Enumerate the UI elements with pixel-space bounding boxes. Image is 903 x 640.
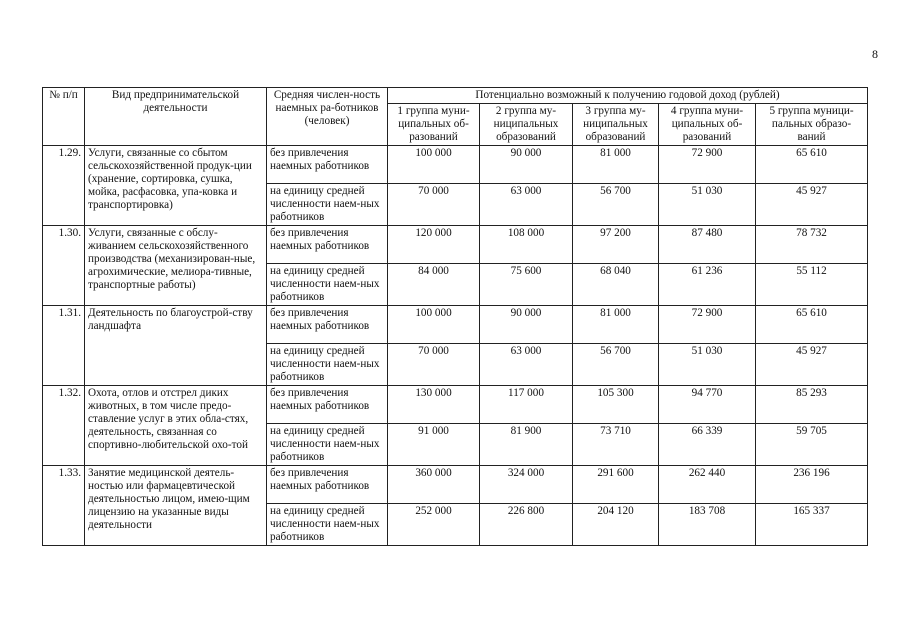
value-cell: 252 000 [388,504,480,546]
value-cell: 97 200 [573,226,659,264]
value-cell: 130 000 [388,386,480,424]
value-cell: 204 120 [573,504,659,546]
value-cell: 56 700 [573,184,659,226]
value-cell: 51 030 [659,344,756,386]
value-cell: 73 710 [573,424,659,466]
value-cell: 59 705 [756,424,868,466]
header-num: № п/п [43,88,85,146]
header-group-1: 1 группа муни-ципальных об-разований [388,104,480,146]
value-cell: 68 040 [573,264,659,306]
row-code: 1.31. [43,306,85,386]
row-worker-mode: без привлечения наемных работников [267,146,388,184]
row-worker-mode: без привлечения наемных работников [267,466,388,504]
value-cell: 55 112 [756,264,868,306]
row-worker-mode: на единицу средней численности наем-ных работников [267,424,388,466]
value-cell: 100 000 [388,146,480,184]
value-cell: 66 339 [659,424,756,466]
row-worker-mode: без привлечения наемных работников [267,386,388,424]
value-cell: 108 000 [480,226,573,264]
row-worker-mode: без привлечения наемных работников [267,226,388,264]
row-worker-mode: без привлечения наемных работников [267,306,388,344]
value-cell: 226 800 [480,504,573,546]
row-activity: Деятельность по благоустрой-ству ландшафта [85,306,267,386]
value-cell: 63 000 [480,344,573,386]
row-code: 1.29. [43,146,85,226]
value-cell: 262 440 [659,466,756,504]
value-cell: 51 030 [659,184,756,226]
value-cell: 45 927 [756,184,868,226]
value-cell: 65 610 [756,146,868,184]
table-row [43,146,868,184]
row-worker-mode: на единицу средней численности наем-ных работников [267,184,388,226]
header-group-2: 2 группа му-ниципальных образований [480,104,573,146]
value-cell: 165 337 [756,504,868,546]
row-activity: Услуги, связанные с обслу-живанием сельскохозяйственного производства (механизирован-ные, агрохимические, мелиора-тивные, транспортные работы) [85,226,267,306]
table-row [43,466,868,504]
header-group-5: 5 группа муници-пальных образо-ваний [756,104,868,146]
value-cell: 360 000 [388,466,480,504]
row-code: 1.30. [43,226,85,306]
value-cell: 85 293 [756,386,868,424]
row-activity: Охота, отлов и отстрел диких животных, в том числе предо-ставление услуг в этих обла-стях, деятельность, связанная со спортивно-любительской охо-той [85,386,267,466]
value-cell: 45 927 [756,344,868,386]
row-code: 1.32. [43,386,85,466]
value-cell: 56 700 [573,344,659,386]
value-cell: 81 000 [573,146,659,184]
row-worker-mode: на единицу средней численности наем-ных работников [267,504,388,546]
value-cell: 90 000 [480,146,573,184]
value-cell: 70 000 [388,344,480,386]
row-code: 1.33. [43,466,85,546]
value-cell: 183 708 [659,504,756,546]
value-cell: 91 000 [388,424,480,466]
value-cell: 81 900 [480,424,573,466]
value-cell: 90 000 [480,306,573,344]
value-cell: 117 000 [480,386,573,424]
value-cell: 236 196 [756,466,868,504]
value-cell: 75 600 [480,264,573,306]
header-group-4: 4 группа муни-ципальных об-разований [659,104,756,146]
value-cell: 94 770 [659,386,756,424]
header-income: Потенциально возможный к получению годовой доход (рублей) [388,88,868,104]
value-cell: 291 600 [573,466,659,504]
value-cell: 72 900 [659,146,756,184]
value-cell: 63 000 [480,184,573,226]
row-activity: Занятие медицинской деятель-ностью или фармацевтической деятельностью лицом, имею-щим лицензию на указанные виды деятельности [85,466,267,546]
value-cell: 120 000 [388,226,480,264]
page-number: 8 [872,47,878,61]
value-cell: 61 236 [659,264,756,306]
table-row [43,386,868,424]
row-worker-mode: на единицу средней численности наем-ных работников [267,264,388,306]
header-activity: Вид предпринимательской деятельности [85,88,267,146]
value-cell: 70 000 [388,184,480,226]
row-activity: Услуги, связанные со сбытом сельскохозяйственной продук-ции (хранение, сортировка, сушка, мойка, расфасовка, упа-ковка и транспортировка) [85,146,267,226]
value-cell: 72 900 [659,306,756,344]
value-cell: 81 000 [573,306,659,344]
value-cell: 78 732 [756,226,868,264]
value-cell: 65 610 [756,306,868,344]
row-worker-mode: на единицу средней численности наем-ных работников [267,344,388,386]
value-cell: 84 000 [388,264,480,306]
header-group-3: 3 группа му-ниципальных образований [573,104,659,146]
table-row [43,226,868,264]
value-cell: 324 000 [480,466,573,504]
header-workers: Средняя числен-ность наемных ра-ботников (человек) [267,88,388,146]
income-table [42,87,868,546]
value-cell: 100 000 [388,306,480,344]
table-row [43,306,868,344]
value-cell: 105 300 [573,386,659,424]
value-cell: 87 480 [659,226,756,264]
